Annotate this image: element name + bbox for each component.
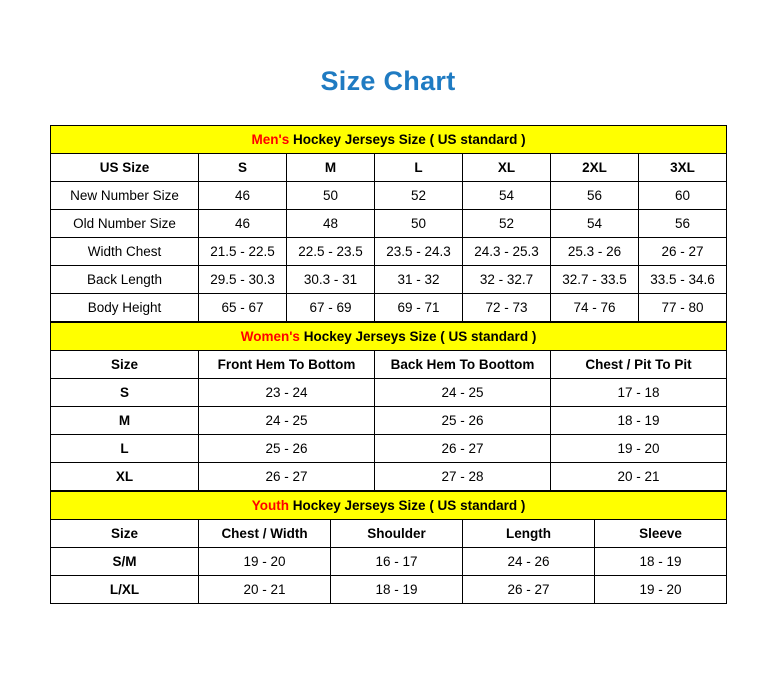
mens-band-row [51, 126, 727, 154]
table-row [51, 407, 727, 435]
youth-band-cell [51, 492, 727, 520]
table-cell: 17 - 18 [551, 379, 727, 407]
mens-size-table [50, 125, 727, 322]
table-cell: 18 - 19 [551, 407, 727, 435]
table-cell: 25 - 26 [375, 407, 551, 435]
table-cell: 50 [287, 182, 375, 210]
table-cell: 25 - 26 [199, 435, 375, 463]
table-cell: 18 - 19 [331, 576, 463, 604]
mens-header-cell: 2XL [551, 154, 639, 182]
mens-header-row [51, 154, 727, 182]
womens-band-rest: Hockey Jerseys Size ( US standard ) [299, 329, 537, 344]
table-cell: 26 - 27 [463, 576, 595, 604]
table-cell: 69 - 71 [375, 294, 463, 322]
mens-band-cell [51, 126, 727, 154]
table-cell: 56 [551, 182, 639, 210]
table-cell: 33.5 - 34.6 [639, 266, 727, 294]
page-title: Size Chart [320, 66, 456, 96]
table-row [51, 238, 727, 266]
table-cell: 24.3 - 25.3 [463, 238, 551, 266]
table-cell: 24 - 26 [463, 548, 595, 576]
table-row [51, 548, 727, 576]
womens-band-accent: Women's [240, 329, 300, 344]
table-cell: 30.3 - 31 [287, 266, 375, 294]
row-label: S/M [51, 548, 199, 576]
row-label: XL [51, 463, 199, 491]
table-cell: 52 [463, 210, 551, 238]
table-cell: 16 - 17 [331, 548, 463, 576]
table-cell: 46 [199, 182, 287, 210]
table-cell: 48 [287, 210, 375, 238]
table-cell: 21.5 - 22.5 [199, 238, 287, 266]
youth-band-row [51, 492, 727, 520]
table-row [51, 435, 727, 463]
mens-band-rest: Hockey Jerseys Size ( US standard ) [289, 132, 526, 147]
mens-header-cell: L [375, 154, 463, 182]
table-row [51, 182, 727, 210]
womens-band-row [51, 323, 727, 351]
mens-header-cell: US Size [51, 154, 199, 182]
table-cell: 65 - 67 [199, 294, 287, 322]
table-row [51, 266, 727, 294]
table-cell: 20 - 21 [551, 463, 727, 491]
table-row [51, 294, 727, 322]
table-cell: 46 [199, 210, 287, 238]
table-cell: 74 - 76 [551, 294, 639, 322]
table-cell: 72 - 73 [463, 294, 551, 322]
row-label: Body Height [51, 294, 199, 322]
table-row [51, 463, 727, 491]
table-cell: 24 - 25 [375, 379, 551, 407]
womens-header-cell: Back Hem To Boottom [375, 351, 551, 379]
row-label: Old Number Size [51, 210, 199, 238]
table-cell: 52 [375, 182, 463, 210]
table-cell: 20 - 21 [199, 576, 331, 604]
mens-band-accent: Men's [251, 132, 290, 147]
row-label: L [51, 435, 199, 463]
womens-header-row [51, 351, 727, 379]
table-cell: 54 [463, 182, 551, 210]
table-cell: 18 - 19 [595, 548, 727, 576]
table-cell: 24 - 25 [199, 407, 375, 435]
table-cell: 50 [375, 210, 463, 238]
size-chart-tables [50, 97, 726, 604]
womens-header-cell: Size [51, 351, 199, 379]
table-cell: 22.5 - 23.5 [287, 238, 375, 266]
youth-header-cell: Size [51, 520, 199, 548]
table-row [51, 576, 727, 604]
youth-header-cell: Sleeve [595, 520, 727, 548]
row-label: S [51, 379, 199, 407]
table-cell: 32 - 32.7 [463, 266, 551, 294]
table-cell: 54 [551, 210, 639, 238]
table-row [51, 379, 727, 407]
table-row [51, 210, 727, 238]
table-cell: 25.3 - 26 [551, 238, 639, 266]
row-label: L/XL [51, 576, 199, 604]
table-cell: 60 [639, 182, 727, 210]
womens-header-cell: Front Hem To Bottom [199, 351, 375, 379]
mens-header-cell: S [199, 154, 287, 182]
table-cell: 26 - 27 [375, 435, 551, 463]
table-cell: 23.5 - 24.3 [375, 238, 463, 266]
table-cell: 56 [639, 210, 727, 238]
row-label: M [51, 407, 199, 435]
table-cell: 77 - 80 [639, 294, 727, 322]
table-cell: 19 - 20 [199, 548, 331, 576]
mens-header-cell: 3XL [639, 154, 727, 182]
youth-header-cell: Chest / Width [199, 520, 331, 548]
table-cell: 19 - 20 [551, 435, 727, 463]
mens-header-cell: XL [463, 154, 551, 182]
youth-header-cell: Shoulder [331, 520, 463, 548]
row-label: Back Length [51, 266, 199, 294]
row-label: New Number Size [51, 182, 199, 210]
youth-band-rest: Hockey Jerseys Size ( US standard ) [288, 498, 526, 513]
table-cell: 19 - 20 [595, 576, 727, 604]
womens-size-table [50, 322, 727, 491]
youth-size-table [50, 491, 727, 604]
table-cell: 27 - 28 [375, 463, 551, 491]
mens-header-cell: M [287, 154, 375, 182]
womens-header-cell: Chest / Pit To Pit [551, 351, 727, 379]
youth-band-accent: Youth [251, 498, 289, 513]
table-cell: 23 - 24 [199, 379, 375, 407]
table-cell: 26 - 27 [639, 238, 727, 266]
womens-band-cell [51, 323, 727, 351]
table-cell: 26 - 27 [199, 463, 375, 491]
youth-header-row [51, 520, 727, 548]
row-label: Width Chest [51, 238, 199, 266]
youth-header-cell: Length [463, 520, 595, 548]
table-cell: 31 - 32 [375, 266, 463, 294]
table-cell: 29.5 - 30.3 [199, 266, 287, 294]
table-cell: 67 - 69 [287, 294, 375, 322]
table-cell: 32.7 - 33.5 [551, 266, 639, 294]
